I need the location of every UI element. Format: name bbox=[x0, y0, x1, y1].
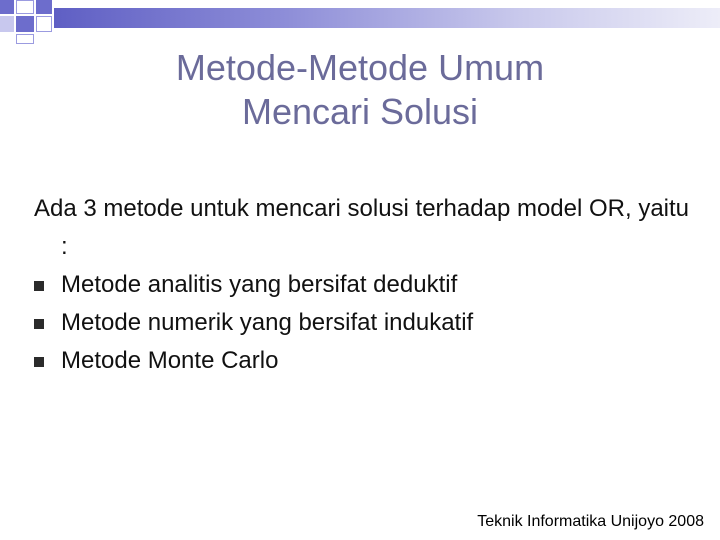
deco-square bbox=[36, 16, 52, 32]
list-item bbox=[34, 266, 694, 304]
slide-title bbox=[0, 46, 720, 134]
square-bullet-icon bbox=[34, 281, 44, 291]
slide-title-line: Mencari Solusi bbox=[241, 91, 479, 132]
intro-text: Ada 3 metode untuk mencari solusi terhadap model OR, yaitu : bbox=[34, 195, 690, 260]
slide-footer: Teknik Informatika Unijoyo 2008 bbox=[477, 513, 704, 530]
slide-title-line: Metode-Metode Umum bbox=[175, 47, 545, 88]
list-item bbox=[34, 342, 694, 380]
list-item-text: Metode Monte Carlo bbox=[61, 347, 279, 374]
header-gradient-bar bbox=[54, 8, 720, 28]
deco-square bbox=[0, 16, 14, 32]
deco-square bbox=[16, 0, 34, 14]
deco-square bbox=[16, 16, 34, 32]
slide-body bbox=[34, 190, 694, 380]
list-item-text: Metode numerik yang bersifat indukatif bbox=[61, 309, 474, 336]
deco-square bbox=[16, 34, 34, 44]
square-bullet-icon bbox=[34, 319, 44, 329]
list-item bbox=[34, 304, 694, 342]
list-item-text: Metode analitis yang bersifat deduktif bbox=[61, 271, 458, 298]
square-bullet-icon bbox=[34, 357, 44, 367]
deco-square bbox=[36, 0, 52, 14]
deco-square bbox=[0, 0, 14, 14]
header-decoration bbox=[0, 0, 720, 44]
